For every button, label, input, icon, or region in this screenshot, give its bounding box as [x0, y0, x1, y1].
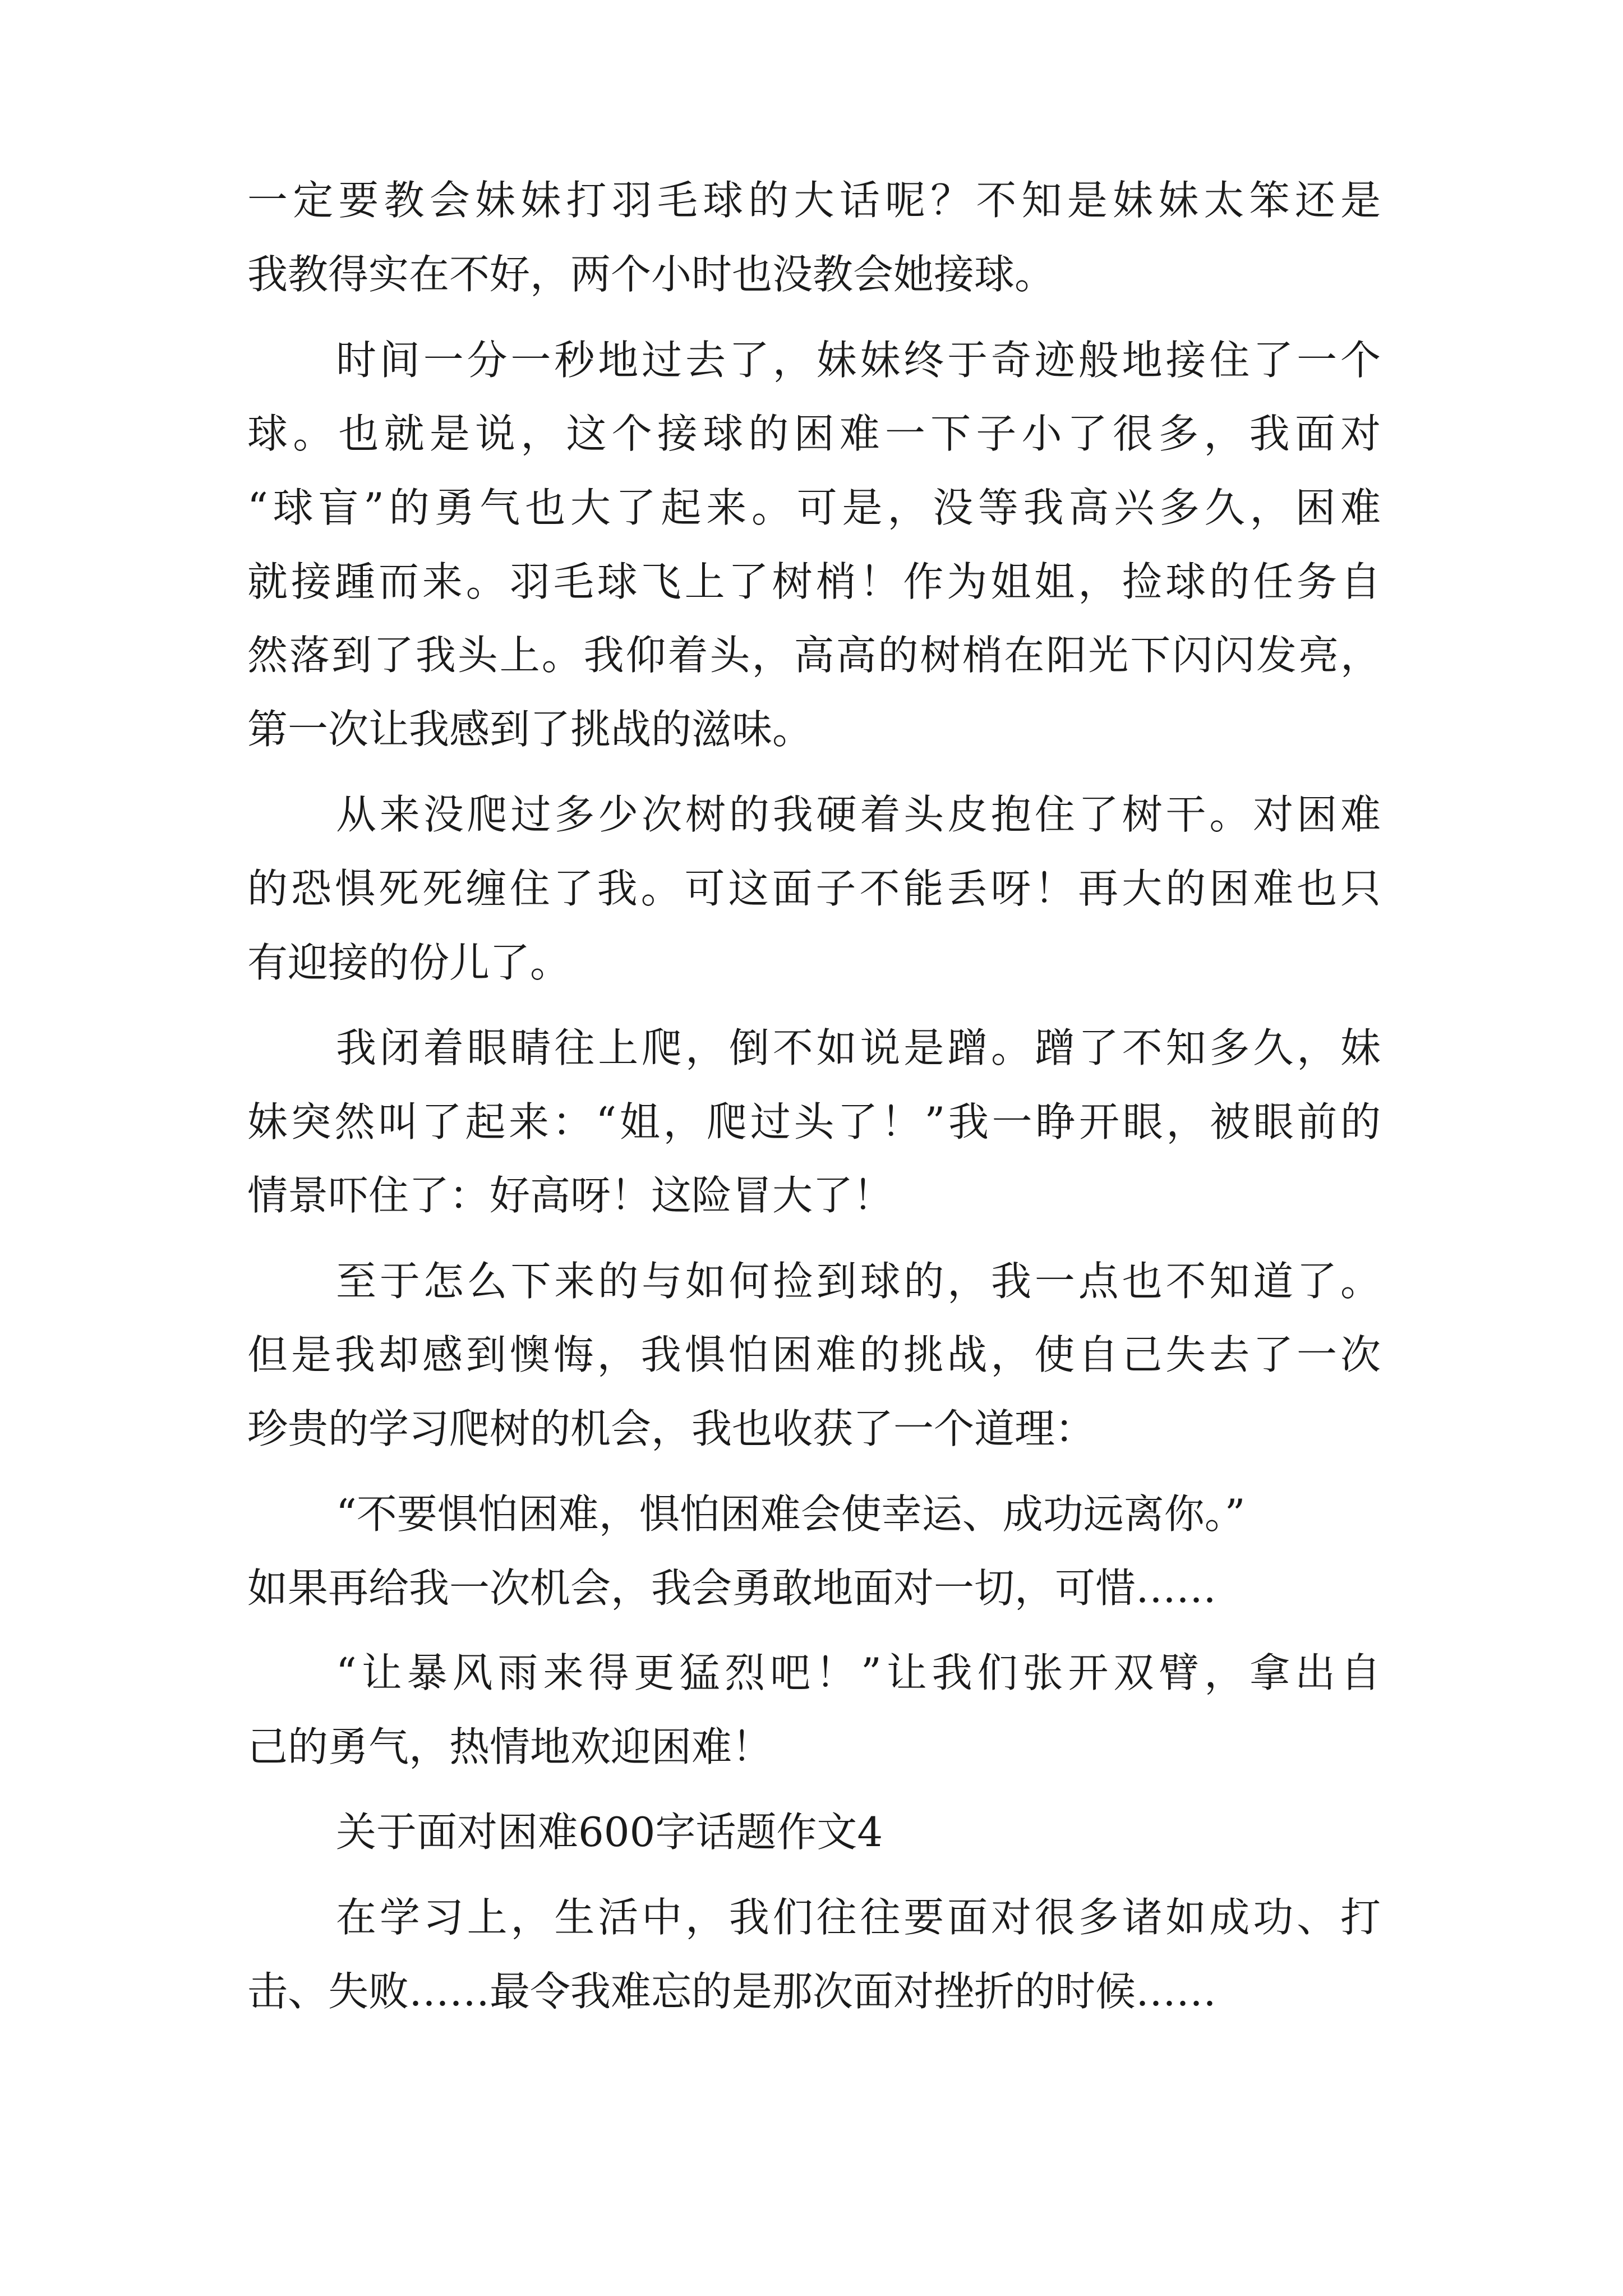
- text-line-3: 时间一分一秒地过去了，妹妹终于奇迹般地接住了一个: [336, 337, 1384, 384]
- text-line-8: 第一次让我感到了挑战的滋味。: [247, 706, 813, 753]
- text-line-4: 球。也就是说，这个接球的困难一下子小了很多，我面对: [247, 410, 1386, 457]
- text-line-7: 然落到了我头上。我仰着头，高高的树梢在阳光下闪闪发亮，: [247, 632, 1382, 679]
- text-line-12: 我闭着眼睛往上爬，倒不如说是蹭。蹭了不知多久，妹: [336, 1024, 1384, 1071]
- text-line-17: 珍贵的学习爬树的机会，我也收获了一个道理：: [247, 1405, 1096, 1452]
- text-line-6: 就接踵而来。羽毛球飞上了树梢！作为姐姐，捡球的任务自: [247, 558, 1384, 605]
- text-line-13: 妹突然叫了起来：“姐，爬过头了！”我一睁开眼，被眼前的: [247, 1098, 1384, 1145]
- text-line-20: “让暴风雨来得更猛烈吧！”让我们张开双臂，拿出自: [336, 1649, 1386, 1696]
- text-line-24: 击、失败……最令我难忘的是那次面对挫折的时候……: [247, 1968, 1217, 2015]
- text-line-18: “不要惧怕困难，惧怕困难会使幸运、成功远离你。”: [336, 1490, 1246, 1538]
- text-line-16: 但是我却感到懊悔，我惧怕困难的挑战，使自己失去了一次: [247, 1331, 1384, 1378]
- text-line-15: 至于怎么下来的与如何捡到球的，我一点也不知道了。: [336, 1258, 1384, 1305]
- text-line-11: 有迎接的份儿了。: [247, 939, 571, 986]
- text-line-9: 从来没爬过多少次树的我硬着头皮抱住了树干。对困难: [336, 791, 1384, 838]
- text-line-21: 己的勇气，热情地欢迎困难！: [247, 1723, 773, 1770]
- text-line-19: 如果再给我一次机会，我会勇敢地面对一切，可惜……: [247, 1565, 1217, 1612]
- text-line-1: 一定要教会妹妹打羽毛球的大话呢？不知是妹妹太笨还是: [247, 177, 1386, 224]
- text-line-23: 在学习上，生活中，我们往往要面对很多诸如成功、打: [336, 1894, 1384, 1941]
- section-heading: 关于面对困难600字话题作文4: [336, 1809, 883, 1856]
- text-line-5: “球盲”的勇气也大了起来。可是，没等我高兴多久，困难: [247, 484, 1386, 531]
- text-line-2: 我教得实在不好，两个小时也没教会她接球。: [247, 251, 1055, 298]
- text-line-10: 的恐惧死死缠住了我。可这面子不能丢呀！再大的困难也只: [247, 865, 1384, 912]
- text-line-14: 情景吓住了：好高呀！这险冒大了！: [247, 1172, 894, 1219]
